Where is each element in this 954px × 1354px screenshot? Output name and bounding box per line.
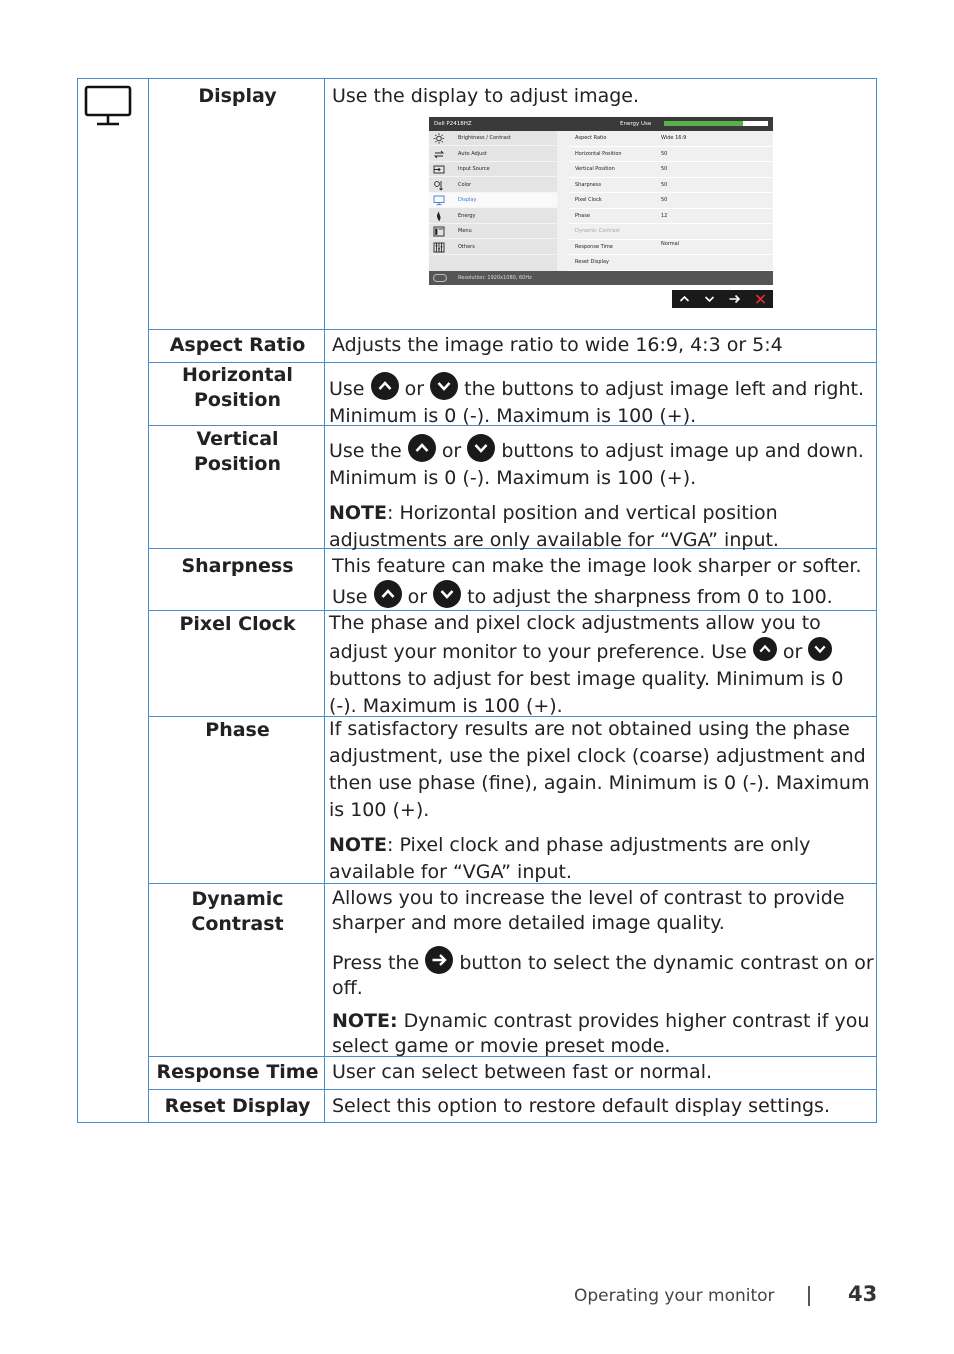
row-label-horizontal-position: Horizontal Position — [182, 364, 293, 411]
dynamic-contrast-description: Allows you to increase the level of contrast to provide sharper and more detailed image quality. Press the button to select the dynamic contrast on or off. NOTE: Dynamic contrast provides higher contrast if you select game or movie preset mode. — [332, 887, 874, 1057]
page-number: 43 — [848, 1282, 878, 1306]
note-label: NOTE: — [332, 1010, 398, 1032]
footer-divider — [808, 1286, 810, 1306]
osd-setting-row[interactable]: Pixel Clock 50 — [569, 193, 773, 209]
energy-meter — [664, 121, 768, 126]
up-button-icon — [753, 637, 777, 661]
osd-menu-item-energy[interactable]: Energy — [429, 209, 557, 224]
table-divider — [324, 79, 325, 1122]
osd-menu-item-input-source[interactable]: Input Source — [429, 162, 557, 177]
row-label-vertical-position: Vertical Position — [194, 428, 281, 475]
down-button-icon — [433, 580, 461, 608]
table-divider — [149, 1089, 876, 1090]
response-time-description: User can select between fast or normal. — [332, 1061, 713, 1083]
close-icon[interactable] — [748, 290, 773, 308]
reset-display-description: Select this option to restore default display settings. — [332, 1095, 830, 1117]
sun-icon — [433, 133, 445, 144]
pixel-clock-description: The phase and pixel clock adjustments allow you to adjust your monitor to your preference. Use or buttons to adjust for best image quality. Minimum is 0 (-). Maximum is 100 (+). — [329, 612, 844, 717]
row-label-phase: Phase — [205, 719, 270, 741]
osd-setting-row[interactable]: Aspect Ratio Wide 16:9 — [569, 131, 773, 147]
osd-navigation-buttons — [672, 290, 773, 308]
phase-description: If satisfactory results are not obtained using the phase adjustment, use the pixel clock (coarse) adjustment and then use phase (fine), again. Minimum is 0 (-). Maximum is 100 (+). NOTE: Pixel clock and phase adjustments are only available for “VGA” input. — [329, 718, 870, 883]
osd-setting-row[interactable]: Vertical Position 50 — [569, 162, 773, 178]
osd-title-bar — [429, 117, 773, 131]
energy-icon — [433, 211, 445, 222]
up-button-icon — [408, 434, 436, 462]
row-label-dynamic-contrast: Dynamic Contrast — [191, 888, 284, 935]
others-icon — [433, 242, 445, 253]
osd-model-name: Dell P2418HZ — [434, 121, 472, 127]
down-arrow-icon[interactable] — [697, 290, 722, 308]
note-label: NOTE — [329, 502, 387, 524]
footer-section-title: Operating your monitor — [574, 1286, 775, 1306]
osd-menu-item-auto-adjust[interactable]: Auto Adjust — [429, 147, 557, 162]
horizontal-position-description: Use or the buttons to adjust image left and right. Minimum is 0 (-). Maximum is 100 (+). — [329, 372, 877, 430]
row-label-response-time: Response Time — [156, 1061, 319, 1083]
display-settings-table — [77, 78, 877, 1123]
osd-resolution-text: Resolution: 1920x1080, 60Hz — [458, 275, 532, 281]
osd-menu-list — [429, 131, 557, 271]
table-divider — [149, 329, 876, 330]
down-button-icon — [430, 372, 458, 400]
energy-meter-fill — [664, 121, 743, 126]
row-label-sharpness: Sharpness — [181, 555, 294, 577]
osd-setting-row[interactable]: Horizontal Position 50 — [569, 147, 773, 163]
row-label-display: Display — [198, 85, 277, 107]
right-arrow-button-icon — [425, 946, 453, 974]
down-button-icon — [467, 434, 495, 462]
osd-setting-row[interactable]: Response Time Normal — [569, 240, 773, 256]
display-icon — [433, 195, 445, 206]
right-arrow-icon[interactable] — [722, 290, 747, 308]
aspect-ratio-description: Adjusts the image ratio to wide 16:9, 4:3 or 5:4 — [332, 334, 783, 356]
osd-menu-item-color[interactable]: Color — [429, 178, 557, 193]
menu-icon — [433, 226, 445, 237]
table-divider — [148, 79, 149, 1122]
sharpness-description: This feature can make the image look sharper or softer. Use or to adjust the sharpness from 0 to 100. — [332, 555, 862, 608]
display-intro-text: Use the display to adjust image. — [332, 85, 640, 107]
osd-setting-row[interactable]: Reset Display — [569, 255, 773, 271]
osd-menu-screenshot — [429, 117, 773, 285]
down-button-icon — [808, 637, 832, 661]
up-arrow-icon[interactable] — [672, 290, 697, 308]
osd-menu-item-brightness-contrast[interactable]: Brightness / Contrast — [429, 131, 557, 146]
monitor-icon — [84, 85, 132, 127]
up-button-icon — [371, 372, 399, 400]
osd-port-icon — [433, 274, 447, 282]
note-label: NOTE — [329, 834, 387, 856]
osd-menu-item-menu[interactable]: Menu — [429, 224, 557, 239]
row-label-aspect-ratio: Aspect Ratio — [169, 334, 306, 356]
row-label-reset-display: Reset Display — [164, 1095, 311, 1117]
osd-menu-item-others[interactable]: Others — [429, 240, 557, 255]
osd-setting-row[interactable]: Phase 12 — [569, 209, 773, 225]
input-source-icon — [433, 164, 445, 175]
row-label-pixel-clock: Pixel Clock — [179, 613, 296, 635]
osd-energy-label: Energy Use — [620, 121, 652, 127]
vertical-position-description: Use the or buttons to adjust image up and down. Minimum is 0 (-). Maximum is 100 (+). NOTE: Horizontal position and vertical position adjustments are only available for “VGA” input. — [329, 434, 877, 554]
osd-footer — [429, 271, 773, 285]
auto-adjust-icon — [433, 149, 445, 160]
osd-setting-row: Dynamic Contrast — [569, 224, 773, 240]
osd-display-settings-list — [569, 131, 773, 271]
color-icon — [433, 180, 445, 191]
osd-setting-row[interactable]: Sharpness 50 — [569, 178, 773, 194]
osd-menu-item-display[interactable]: Display — [429, 193, 557, 208]
up-button-icon — [374, 580, 402, 608]
